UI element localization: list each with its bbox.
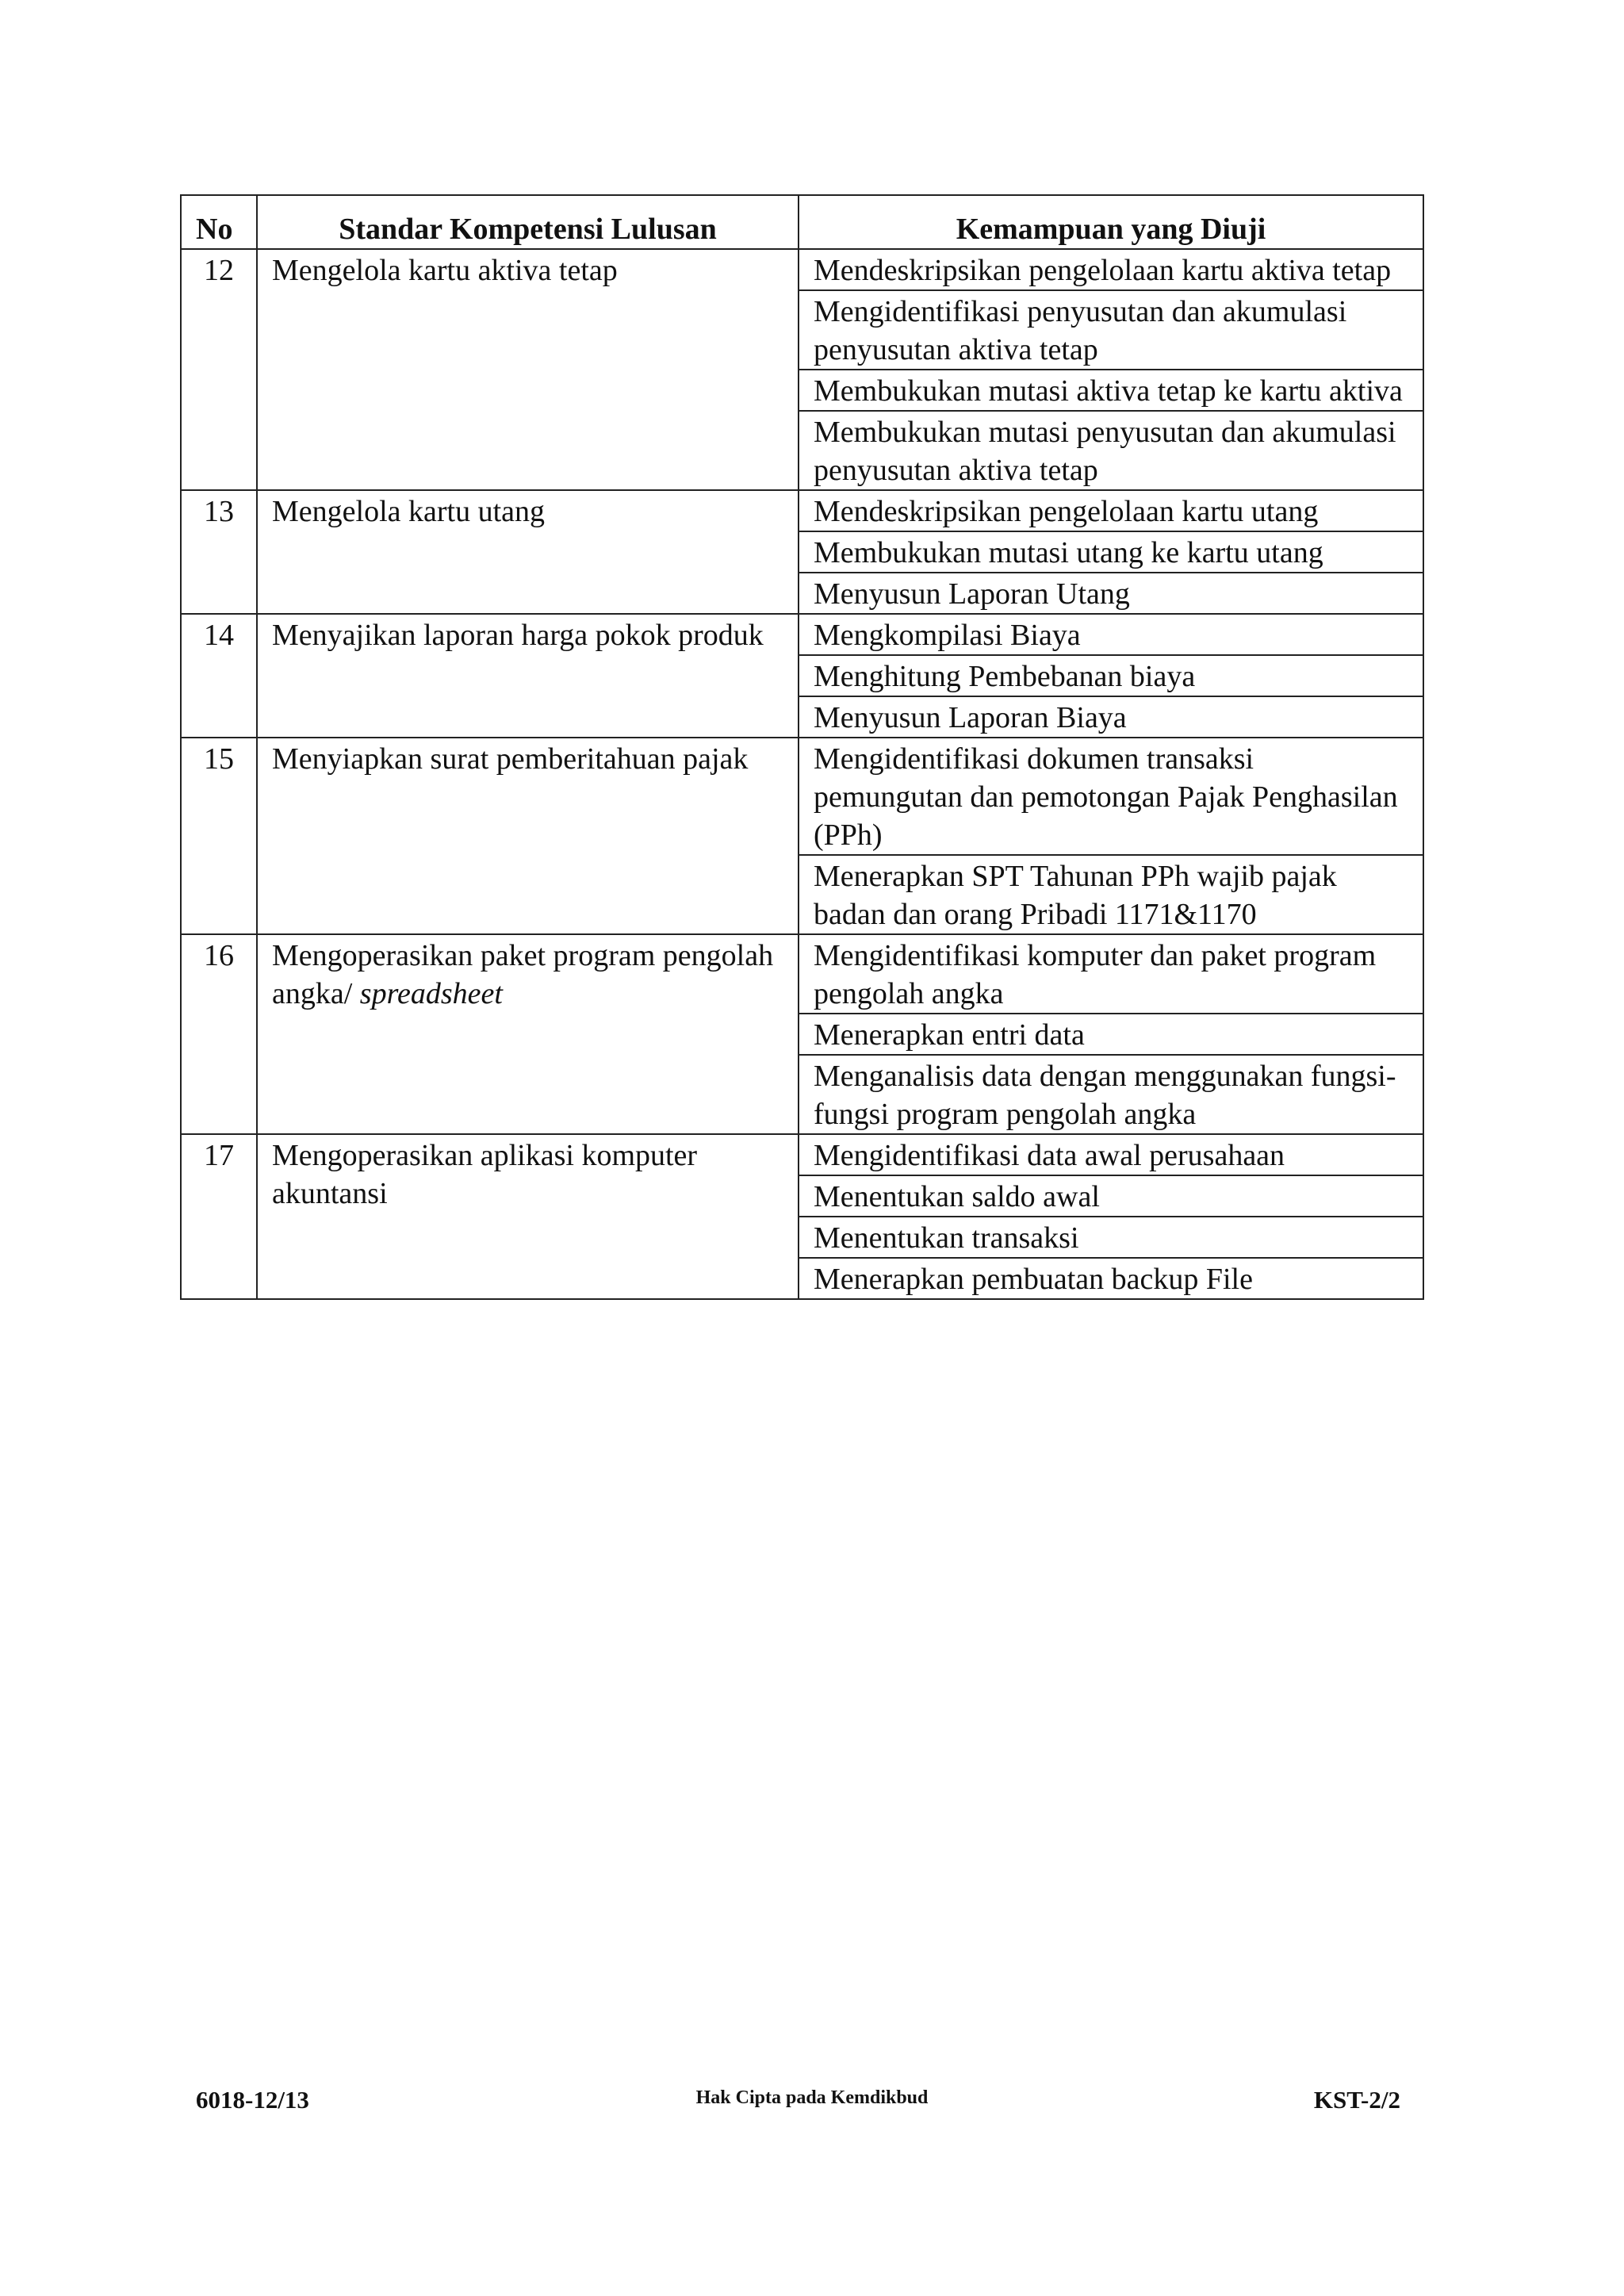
competency-cell: Mengelola kartu utang xyxy=(257,490,799,614)
ability-cell: Mengidentifikasi data awal perusahaan xyxy=(799,1134,1423,1175)
row-number: 12 xyxy=(181,249,257,490)
competency-cell: Menyiapkan surat pemberitahuan pajak xyxy=(257,738,799,934)
competency-text: Mengoperasikan paket program pengolah angka/ xyxy=(272,939,774,1010)
row-number: 17 xyxy=(181,1134,257,1299)
ability-cell: Mendeskripsikan pengelolaan kartu utang xyxy=(799,490,1423,531)
row-number: 13 xyxy=(181,490,257,614)
ability-cell: Membukukan mutasi aktiva tetap ke kartu aktiva xyxy=(799,370,1423,411)
competency-italic-text: spreadsheet xyxy=(359,977,503,1010)
ability-cell: Mengidentifikasi dokumen transaksi pemungutan dan pemotongan Pajak Penghasilan (PPh) xyxy=(799,738,1423,855)
ability-cell: Membukukan mutasi utang ke kartu utang xyxy=(799,531,1423,573)
ability-cell: Menyusun Laporan Biaya xyxy=(799,696,1423,738)
competency-cell: Menyajikan laporan harga pokok produk xyxy=(257,614,799,738)
ability-cell: Menerapkan SPT Tahunan PPh wajib pajak badan dan orang Pribadi 1171&1170 xyxy=(799,855,1423,934)
header-ability: Kemampuan yang Diuji xyxy=(799,195,1423,249)
row-number: 15 xyxy=(181,738,257,934)
ability-cell: Menghitung Pembebanan biaya xyxy=(799,655,1423,696)
ability-cell: Mendeskripsikan pengelolaan kartu aktiva tetap xyxy=(799,249,1423,290)
row-number: 16 xyxy=(181,934,257,1134)
ability-cell: Menentukan saldo awal xyxy=(799,1175,1423,1217)
table-row xyxy=(181,614,1423,655)
header-competency: Standar Kompetensi Lulusan xyxy=(257,195,799,249)
competency-cell xyxy=(257,934,799,1134)
page-number: KST-2/2 xyxy=(1313,2086,1400,2114)
table-row xyxy=(181,934,1423,1014)
table-row xyxy=(181,1134,1423,1175)
ability-cell: Menerapkan entri data xyxy=(799,1014,1423,1055)
copyright-notice: Hak Cipta pada Kemdikbud xyxy=(695,2087,929,2108)
ability-cell: Mengidentifikasi penyusutan dan akumulasi penyusutan aktiva tetap xyxy=(799,290,1423,370)
ability-cell: Menerapkan pembuatan backup File xyxy=(799,1258,1423,1299)
ability-cell: Menganalisis data dengan menggunakan fungsi-fungsi program pengolah angka xyxy=(799,1055,1423,1134)
table-row xyxy=(181,249,1423,290)
row-number: 14 xyxy=(181,614,257,738)
competency-cell: Mengoperasikan aplikasi komputer akuntansi xyxy=(257,1134,799,1299)
ability-cell: Menentukan transaksi xyxy=(799,1217,1423,1258)
document-code: 6018-12/13 xyxy=(196,2086,309,2114)
competency-table xyxy=(180,194,1424,1300)
header-no: No xyxy=(181,195,257,249)
table-row xyxy=(181,490,1423,531)
table-row xyxy=(181,738,1423,855)
ability-cell: Mengidentifikasi komputer dan paket program pengolah angka xyxy=(799,934,1423,1014)
table-header-row xyxy=(181,195,1423,249)
ability-cell: Menyusun Laporan Utang xyxy=(799,573,1423,614)
competency-cell: Mengelola kartu aktiva tetap xyxy=(257,249,799,490)
ability-cell: Mengkompilasi Biaya xyxy=(799,614,1423,655)
ability-cell: Membukukan mutasi penyusutan dan akumulasi penyusutan aktiva tetap xyxy=(799,411,1423,490)
